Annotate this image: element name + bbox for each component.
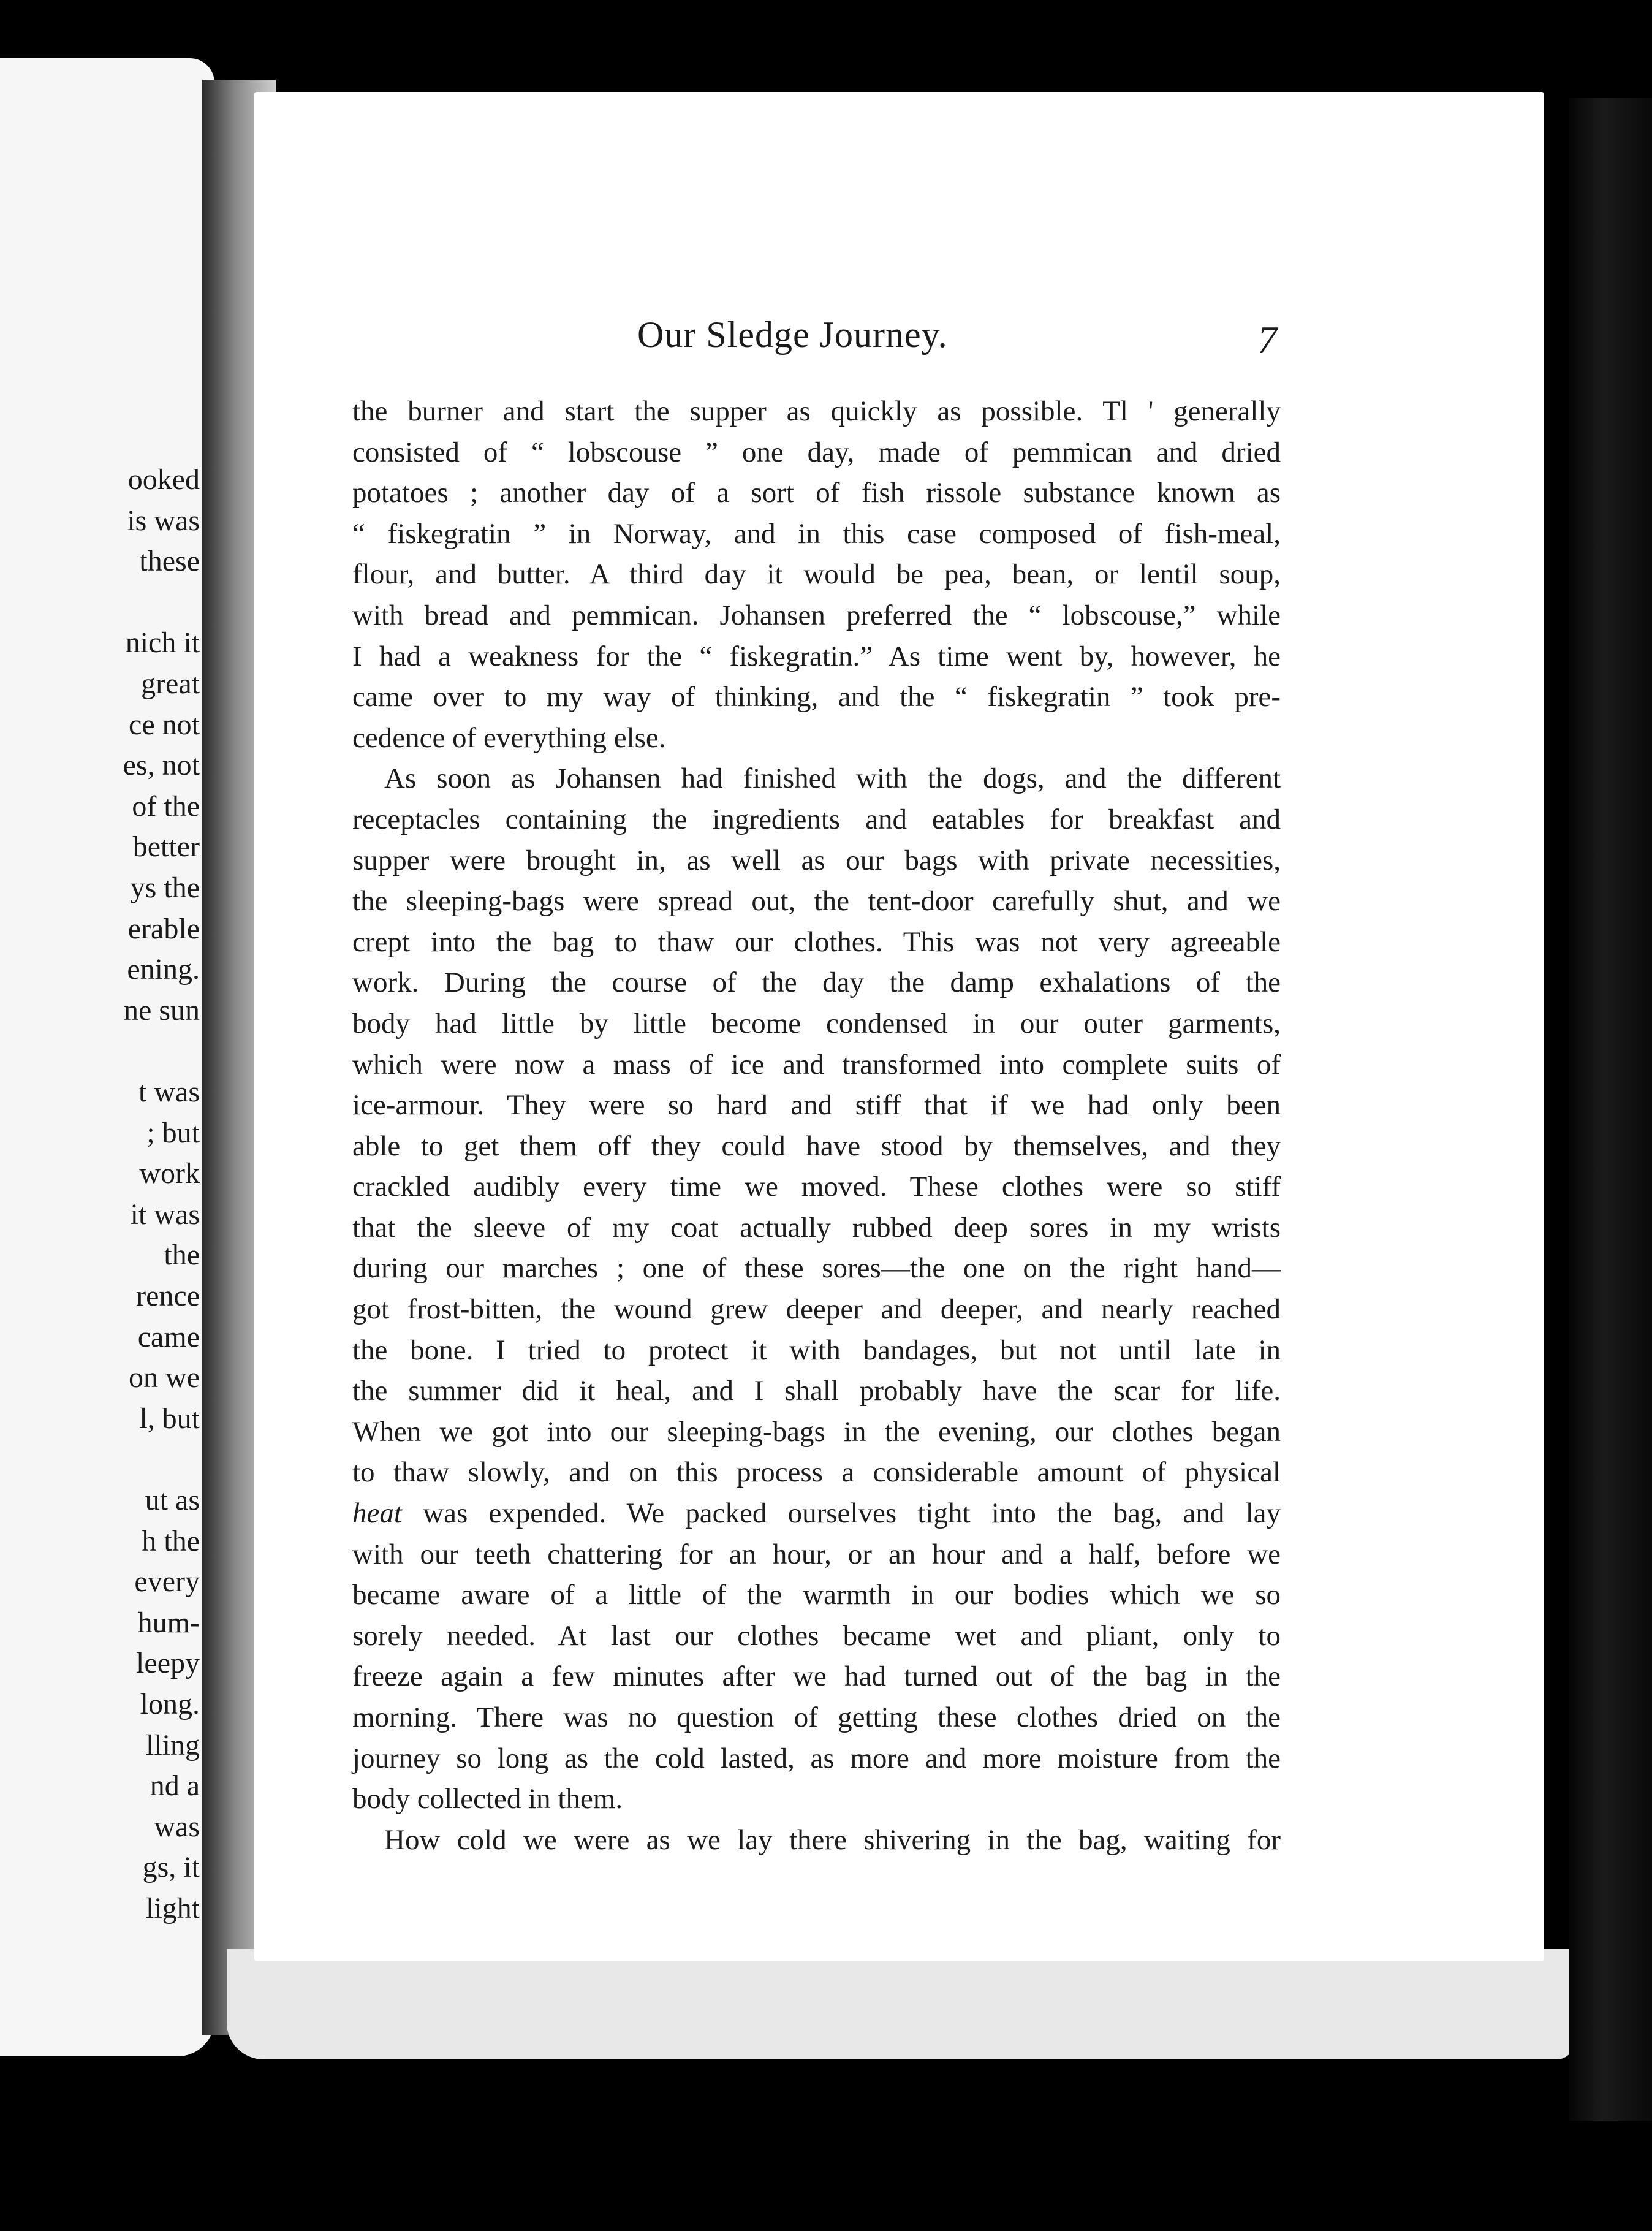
facing-page-fragment: ne sun <box>124 994 200 1027</box>
text-line: able to get them off they could have stood by themselves, and they <box>352 1130 1281 1162</box>
facing-page-fragment: these <box>139 545 200 578</box>
text-line: sorely needed. At last our clothes became wet and pliant, only to <box>352 1619 1281 1652</box>
facing-page-fragment: of the <box>132 789 200 823</box>
facing-page-fragment: ening. <box>127 953 200 986</box>
facing-page-fragment: gs, it <box>142 1851 200 1884</box>
text-line: body collected in them. <box>352 1783 623 1815</box>
text-line: the bone. I tried to protect it with bandages, but not until late in <box>352 1334 1281 1366</box>
facing-page-fragment: the <box>164 1239 200 1272</box>
facing-page-text <box>67 58 214 2020</box>
body-text <box>352 391 1281 1860</box>
text-line: How cold we were as we lay there shivering in the bag, waiting for <box>384 1823 1281 1856</box>
facing-page-fragment: ys the <box>130 872 200 904</box>
facing-page-fragment: on we <box>129 1361 200 1394</box>
text-line: the sleeping-bags were spread out, the tent-door carefully shut, and we <box>352 885 1281 918</box>
facing-page-fragment: l, but <box>139 1402 200 1435</box>
page-number: 7 <box>1257 318 1277 362</box>
facing-page-fragment: came <box>137 1320 200 1353</box>
text-line: became aware of a little of the warmth in our bodies which we so <box>352 1579 1281 1611</box>
facing-page-fragment: es, not <box>123 749 200 782</box>
page-bottom-edge <box>227 1949 1575 2059</box>
text-line: When we got into our sleeping-bags in the evening, our clothes began <box>352 1415 1281 1448</box>
text-line: consisted of “ lobscouse ” one day, made of pemmican and dried <box>352 436 1281 468</box>
text-line: As soon as Johansen had finished with the dogs, and the different <box>384 762 1281 795</box>
italic-word: heat <box>352 1497 402 1530</box>
facing-page-fragment: ; but <box>146 1116 200 1149</box>
text-line: with our teeth chattering for an hour, or an hour and a half, before we <box>352 1538 1281 1570</box>
text-line: I had a weakness for the “ fiskegratin.” As time went by, however, he <box>352 640 1281 672</box>
facing-page-fragment: great <box>141 667 200 700</box>
facing-page <box>0 58 214 2056</box>
facing-page-fragment: ce not <box>129 708 200 741</box>
facing-page-fragment: work <box>139 1157 200 1190</box>
text-line-with-italic <box>352 1493 1281 1534</box>
running-head: Our Sledge Journey. <box>637 314 948 355</box>
text-line: got frost-bitten, the wound grew deeper and deeper, and nearly reached <box>352 1293 1281 1326</box>
text-line: body had little by little become condensed in our outer garments, <box>352 1007 1281 1039</box>
text-line: cedence of everything else. <box>352 721 666 754</box>
facing-page-fragment: t was <box>138 1076 200 1108</box>
facing-page-fragment: erable <box>127 912 200 945</box>
facing-page-fragment: is was <box>127 504 200 537</box>
text-line: that the sleeve of my coat actually rubbed deep sores in my wrists <box>352 1211 1281 1244</box>
text-line: crept into the bag to thaw our clothes. This was not very agreeable <box>352 925 1281 958</box>
text-line: which were now a mass of ice and transformed into complete suits of <box>352 1048 1281 1081</box>
text-line: receptacles containing the ingredients and eatables for breakfast and <box>352 803 1281 835</box>
facing-page-fragment: long. <box>140 1688 200 1720</box>
text-line: “ fiskegratin ” in Norway, and in this case composed of fish-meal, <box>352 517 1281 550</box>
text-line: supper were brought in, as well as our bags with private necessities, <box>352 844 1281 876</box>
text-line: crackled audibly every time we moved. These clothes were so stiff <box>352 1171 1281 1203</box>
facing-page-fragment: ut as <box>145 1484 200 1516</box>
facing-page-fragment: hum- <box>137 1606 200 1639</box>
text-line: flour, and butter. A third day it would be pea, bean, or lentil soup, <box>352 558 1281 591</box>
text-line-rest: was expended. We packed ourselves tight into the bag, and lay <box>401 1497 1281 1530</box>
text-line: with bread and pemmican. Johansen preferred the “ lobscouse,” while <box>352 599 1281 631</box>
text-line: morning. There was no question of getting these clothes dried on the <box>352 1701 1281 1733</box>
facing-page-fragment: h the <box>142 1524 200 1557</box>
text-line: the burner and start the supper as quickly as possible. Tl ' generally <box>352 395 1281 427</box>
facing-page-fragment: light <box>145 1892 200 1925</box>
text-line: ice-armour. They were so hard and stiff that if we had only been <box>352 1089 1281 1122</box>
facing-page-fragment: nich it <box>125 626 200 659</box>
facing-page-fragment: every <box>134 1565 200 1598</box>
text-line: the summer did it heal, and I shall probably have the scar for life. <box>352 1375 1281 1407</box>
facing-page-fragment: nd a <box>150 1769 200 1803</box>
text-line: work. During the course of the day the damp exhalations of the <box>352 967 1281 999</box>
facing-page-fragment: lling <box>145 1728 200 1762</box>
text-line: freeze again a few minutes after we had turned out of the bag in the <box>352 1660 1281 1693</box>
text-line: journey so long as the cold lasted, as more and more moisture from the <box>352 1742 1281 1774</box>
facing-page-fragment: better <box>132 830 200 864</box>
facing-page-fragment: rence <box>136 1280 200 1312</box>
facing-page-fragment: leepy <box>136 1647 200 1680</box>
text-line: to thaw slowly, and on this process a considerable amount of physical <box>352 1456 1281 1489</box>
facing-page-fragment: it was <box>130 1198 200 1231</box>
text-line: potatoes ; another day of a sort of fish rissole substance known as <box>352 477 1281 509</box>
facing-page-fragment: ooked <box>127 463 200 496</box>
text-line: came over to my way of thinking, and the “ fiskegratin ” took pre- <box>352 681 1281 713</box>
book-edge <box>1569 98 1652 2121</box>
facing-page-fragment: was <box>154 1810 200 1843</box>
text-line: during our marches ; one of these sores—the one on the right hand— <box>352 1252 1281 1285</box>
